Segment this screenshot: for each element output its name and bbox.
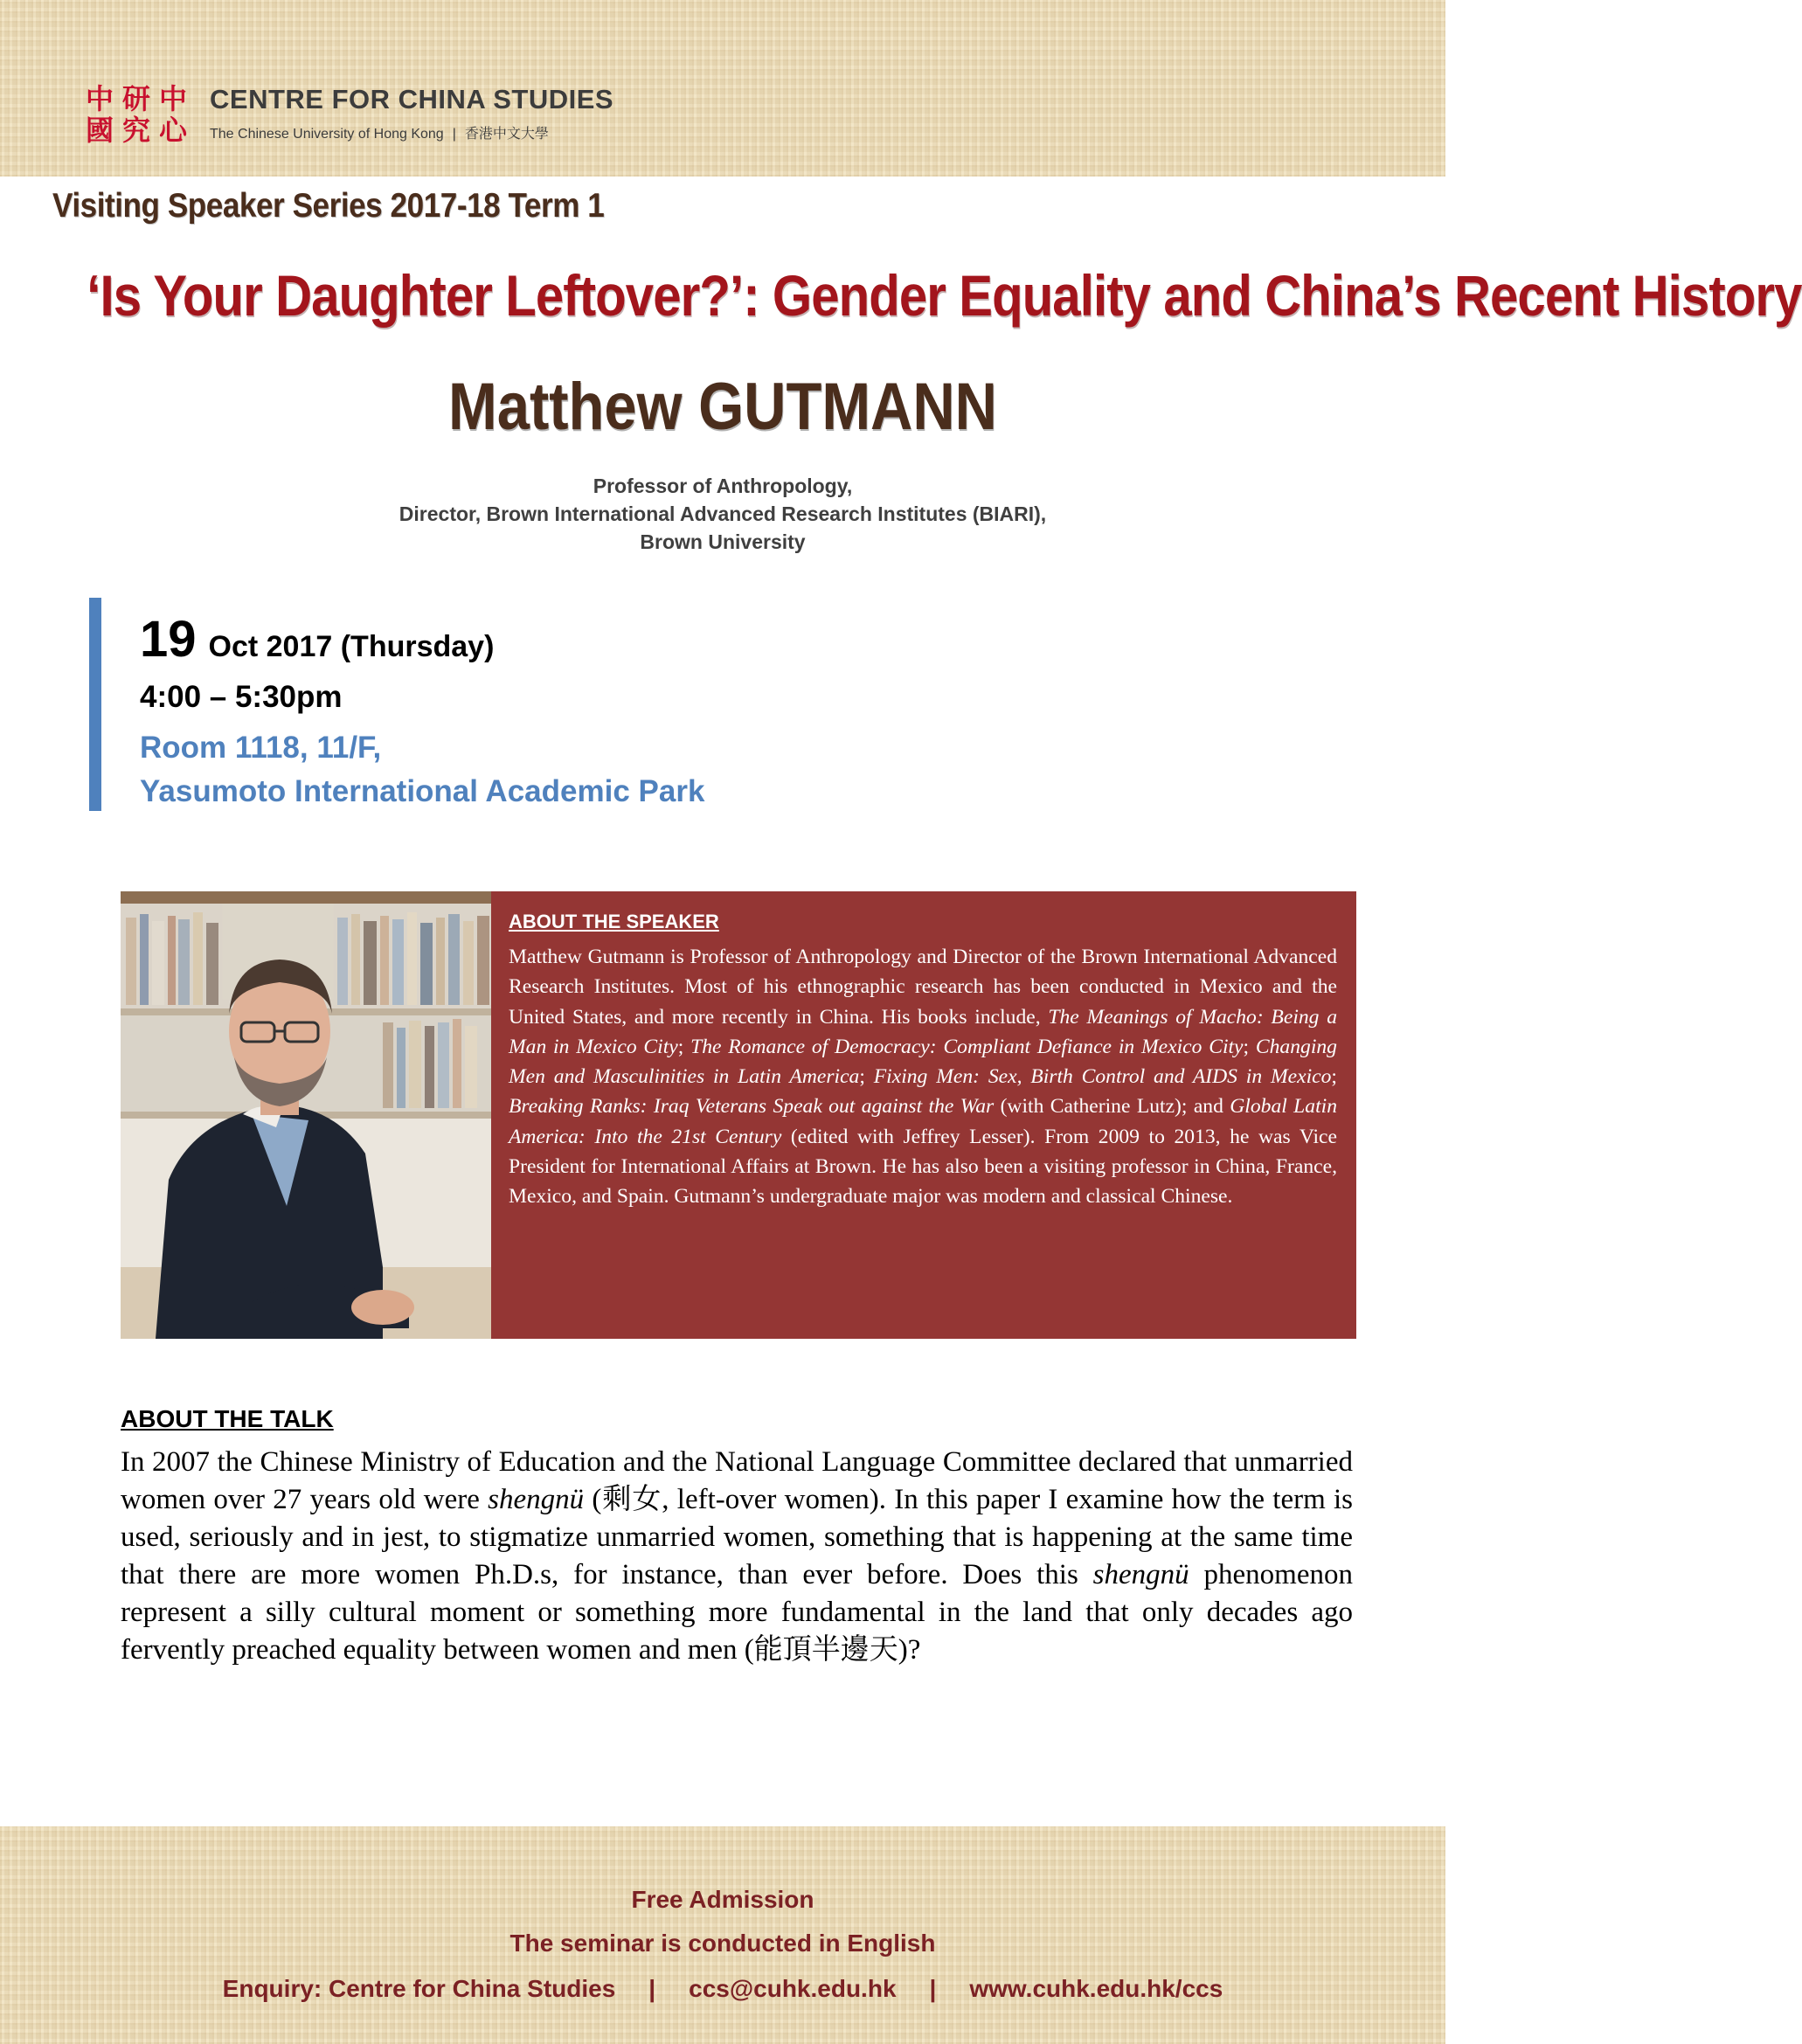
enquiry-line [0,1975,1445,2003]
logo-char: 心 [159,114,188,147]
about-talk-heading: ABOUT THE TALK [121,1405,334,1432]
logo-char: 國 [86,114,114,147]
abstract-term: shengnü [1092,1559,1189,1590]
about-speaker-heading: ABOUT THE SPEAKER [509,911,719,932]
book-title: Changing Men and Masculinities in Latin America [509,1035,1337,1089]
book-title: Fixing Men: Sex, Birth Control and AIDS in Mexico [873,1065,1332,1089]
series-title: Visiting Speaker Series 2017-18 Term 1 [52,187,605,225]
seminar-language: The seminar is conducted in English [509,1930,936,1957]
enquiry-website[interactable]: www.cuhk.edu.hk/ccs [969,1975,1223,2002]
org-sub-en: The Chinese University of Hong Kong [210,127,444,142]
logo-char: 究 [122,114,151,147]
org-name: CENTRE FOR CHINA STUDIES [210,84,614,114]
enquiry-email[interactable]: ccs@cuhk.edu.hk [689,1975,897,2002]
free-admission: Free Admission [631,1886,814,1913]
logo-char: 中 [159,82,188,115]
affiliation-line: Professor of Anthropology, [593,475,853,497]
bio-segment: Matthew Gutmann is Professor of Anthropology and Director of the Brown International Advanced Research Institutes. Most of his ethnographic research has been conducted in Mexico and the United States, and more recently in China. His books include, [509,946,1337,1029]
enquiry-label: Enquiry: Centre for China Studies [222,1975,616,2002]
bio-segment: (with Catherine Lutz); and [994,1095,1230,1119]
abstract-segment: (剩女, left-over women). In this paper I examine how the term is used, seriously and in jest, to stigmatize unmarried women, something that is happening at the same time that there are more women Ph.D.s, for instance, than ever before. Does this [121,1484,1353,1590]
ccs-logo [84,80,196,147]
org-sub-separator: | [452,127,456,142]
affiliation-line: Brown University [640,530,806,553]
affiliation-line: Director, Brown International Advanced Research Institutes (BIARI), [399,502,1047,525]
speaker-photo [121,891,491,1339]
event-date [140,610,494,669]
event-venue-room: Room 1118, 11/F, [140,731,382,765]
event-date-day: 19 [140,611,197,668]
event-date-rest: Oct 2017 (Thursday) [208,630,495,663]
book-title: Global Latin America: Into the 21st Century [509,1095,1337,1148]
bio-segment: ; [859,1065,874,1089]
talk-abstract [121,1444,1353,1669]
speaker-bio [509,942,1337,1212]
date-accent-bar [89,598,101,811]
about-speaker-panel [491,891,1356,1339]
bio-segment: ; [1243,1035,1256,1058]
book-title: Breaking Ranks: Iraq Veterans Speak out against the War [509,1095,995,1119]
talk-title: ‘Is Your Daughter Leftover?’: Gender Equality and China’s Recent History [87,263,1802,328]
bio-segment: ; [677,1035,691,1058]
abstract-term: shengnü [488,1484,585,1515]
bio-segment: (edited with Jeffrey Lesser). From 2009 to 2013, he was Vice President for International Affairs at Brown. He has also been a visiting professor in China, France, Mexico, and Spain. Gutmann’s undergraduate major was modern and classical Chinese. [509,1125,1337,1209]
event-time: 4:00 – 5:30pm [140,680,343,714]
org-sub-zh: 香港中文大學 [464,127,549,142]
event-venue-building: Yasumoto International Academic Park [140,774,705,808]
bio-segment: ; [1331,1065,1337,1089]
footer-separator: | [929,1975,937,2002]
book-title: The Meanings of Macho: Being a Man in Mexico City [509,1005,1337,1058]
abstract-segment: phenomenon represent a silly cultural moment or something more fundamental in the land that only decades ago fervently preached equality between women and men (能頂半邊天)? [121,1559,1353,1666]
org-subtitle [210,122,549,142]
book-title: The Romance of Democracy: Compliant Defiance in Mexico City [690,1035,1244,1058]
logo-char: 研 [122,82,151,115]
abstract-segment: In 2007 the Chinese Ministry of Education and the National Language Committee declared that unmarried women over 27 years old were [121,1446,1353,1515]
speaker-name: Matthew GUTMANN [448,370,997,444]
footer-separator: | [648,1975,656,2002]
logo-char: 中 [86,82,114,115]
speaker-affiliation [0,472,1445,556]
